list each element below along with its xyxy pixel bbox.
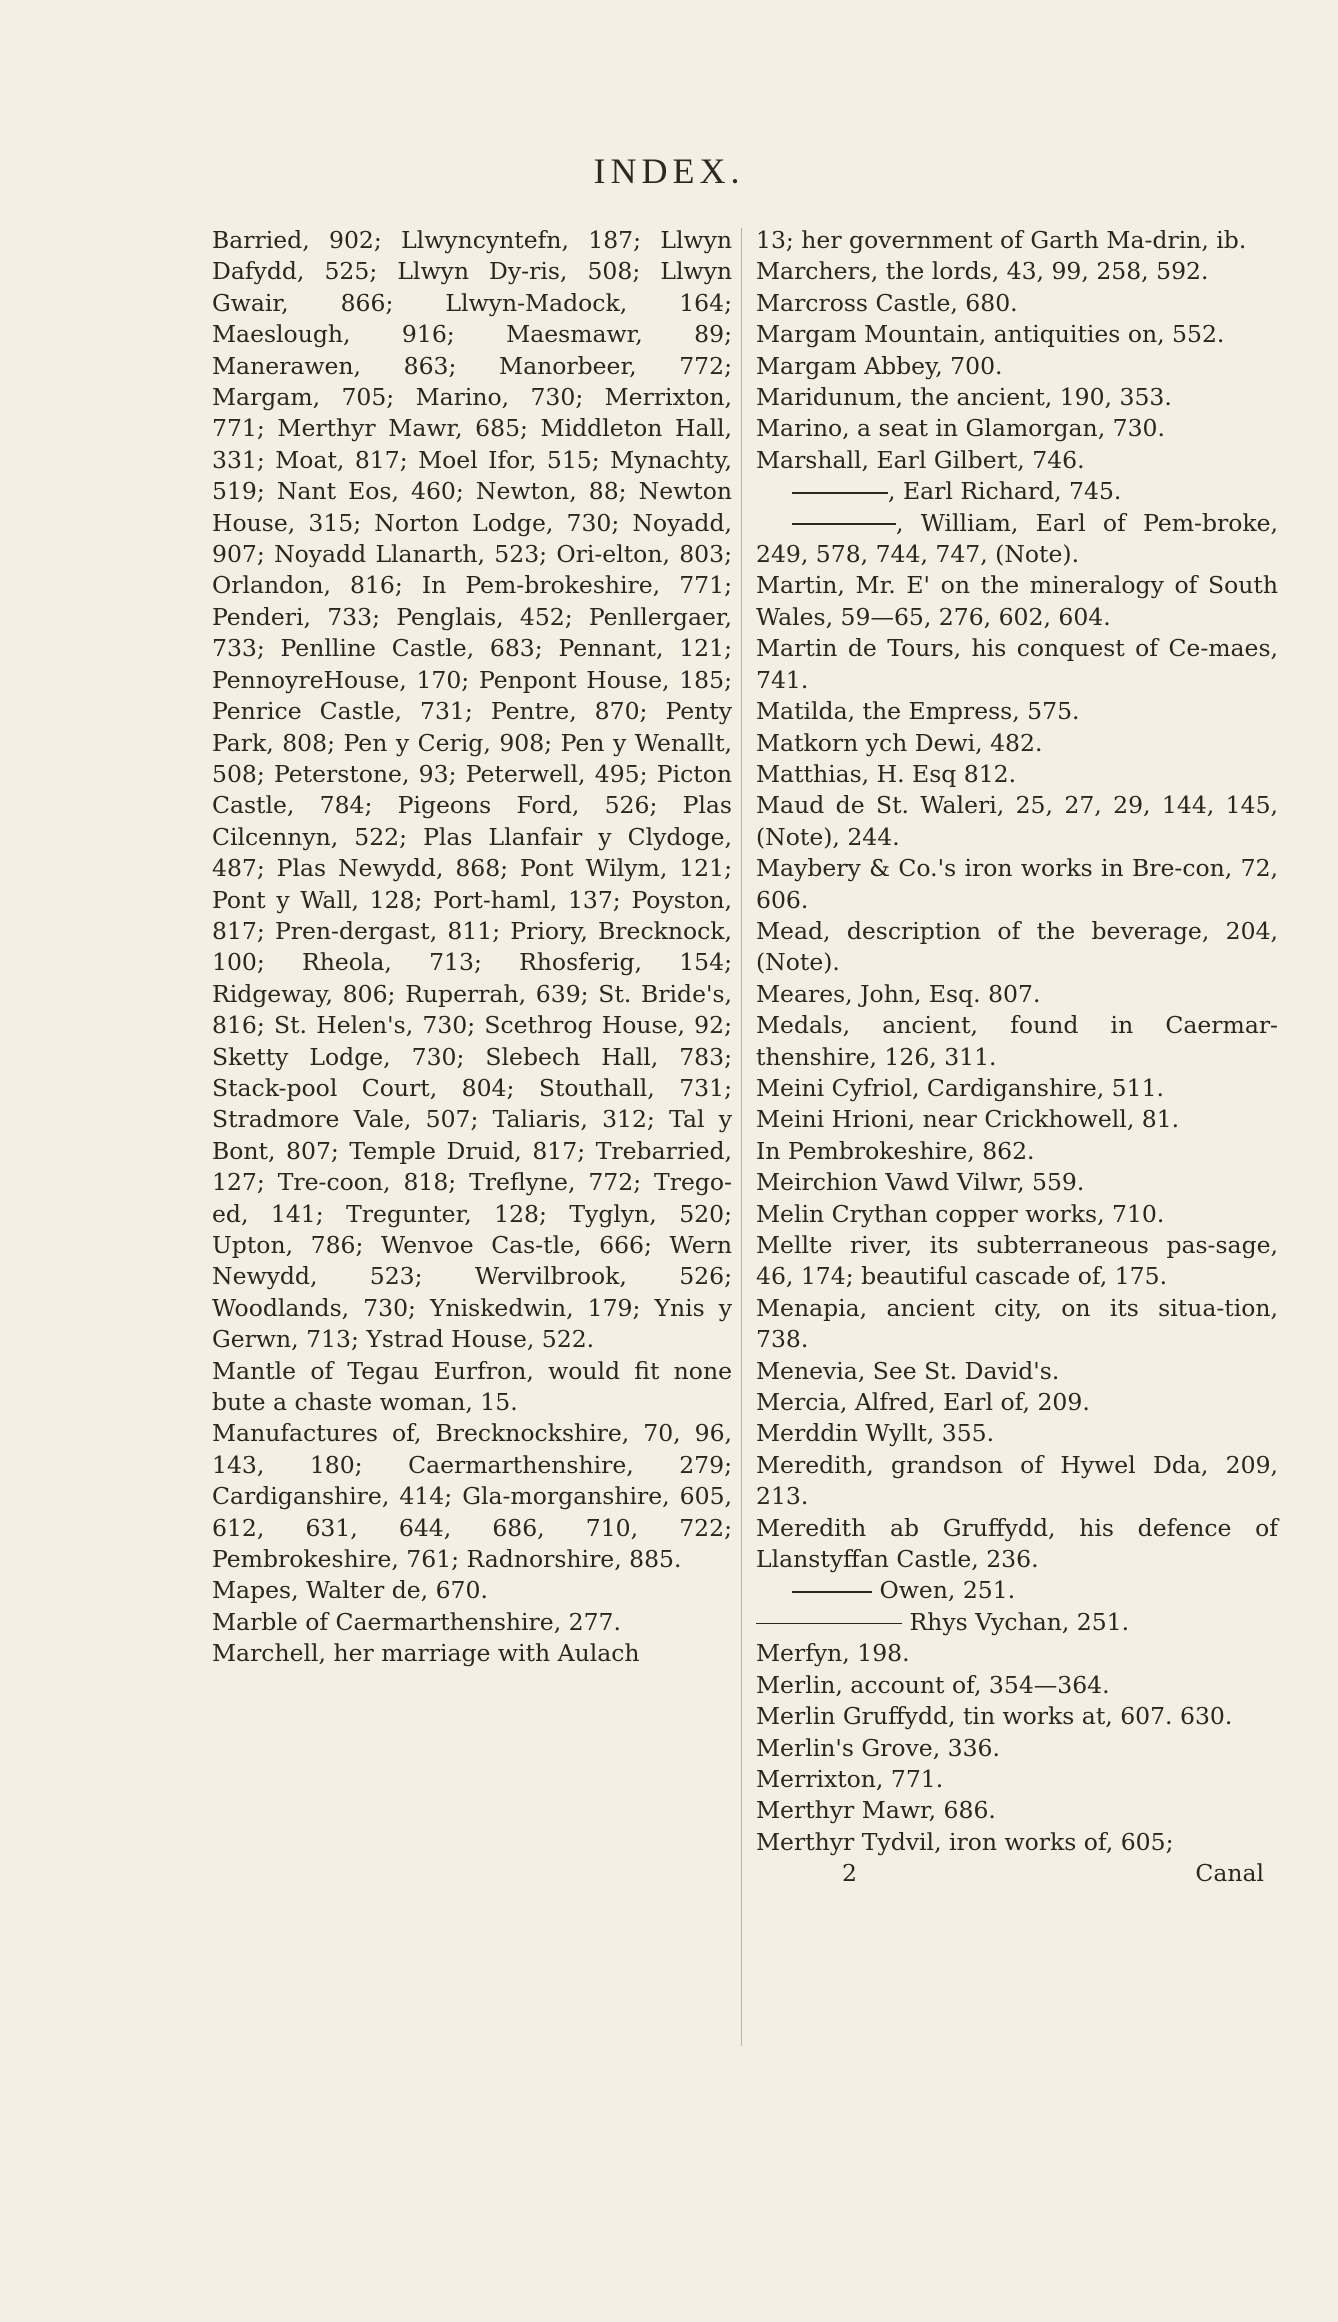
page-title: INDEX. xyxy=(593,151,745,191)
index-entry: Merlin Gruffydd, tin works at, 607. 630. xyxy=(756,1702,1233,1731)
index-entry: Meares, John, Esq. 807. xyxy=(756,979,1041,1008)
index-entry: Melin Crythan copper works, 710. xyxy=(756,1199,1165,1228)
index-subentry-text: Owen, 251. xyxy=(879,1576,1016,1605)
index-subentry-text: , William, Earl of Pem-broke, 249, 578, 744, 747, (Note). xyxy=(756,508,1278,569)
index-entry: Menapia, ancient city, on its situa-tion, 738. xyxy=(756,1293,1278,1354)
index-entry: Matilda, the Empress, 575. xyxy=(756,697,1080,726)
index-entry: Meini Hrioni, near Crickhowell, 81. xyxy=(756,1105,1180,1134)
ditto-dash xyxy=(792,492,888,494)
index-entry: Matthias, H. Esq 812. xyxy=(756,759,1017,788)
index-entry: Merthyr Mawr, 686. xyxy=(756,1796,996,1825)
index-subentry xyxy=(756,508,1278,571)
index-entry: Manufactures of, Brecknockshire, 70, 96, 143, 180; Caermarthenshire, 279; Cardiganshire, 414; Gla-morganshire, 605, 612, 631, 644, 686, 710, 722; Pembrokeshire, 761; Radnorshire, 885. xyxy=(212,1419,732,1574)
index-entry: Menevia, See St. David's. xyxy=(756,1356,1060,1385)
index-entry: Marino, a seat in Glamorgan, 730. xyxy=(756,414,1165,443)
index-entry: Marcross Castle, 680. xyxy=(756,288,1018,317)
index-entry: Marchers, the lords, 43, 99, 258, 592. xyxy=(756,257,1209,286)
index-entry: Maud de St. Waleri, 25, 27, 29, 144, 145, (Note), 244. xyxy=(756,791,1278,851)
index-entry-continuation: 13; her government of Garth Ma-drin, ib. xyxy=(756,226,1247,254)
catchword: Canal xyxy=(1195,1859,1264,1888)
index-entry: Mantle of Tegau Eurfron, would fit none bute a chaste woman, 15. xyxy=(212,1356,732,1417)
index-entry: Merddin Wyllt, 355. xyxy=(756,1419,995,1448)
index-entry: Merlin, account of, 354—364. xyxy=(756,1670,1110,1699)
index-entry: Medals, ancient, found in Caermar-thenshire, 126, 311. xyxy=(756,1011,1278,1071)
index-entry: Mercia, Alfred, Earl of, 209. xyxy=(756,1388,1090,1417)
index-entry: Matkorn ych Dewi, 482. xyxy=(756,728,1043,757)
index-entry: Merthyr Tydvil, iron works of, 605; xyxy=(756,1827,1174,1856)
index-subentry-text: Rhys Vychan, 251. xyxy=(909,1607,1130,1636)
index-entry: Maridunum, the ancient, 190, 353. xyxy=(756,383,1172,412)
index-entry: Margam Abbey, 700. xyxy=(756,351,1003,380)
index-entry: Marchell, her marriage with Aulach xyxy=(212,1639,640,1668)
index-entry: Meredith ab Gruffydd, his defence of Llanstyffan Castle, 236. xyxy=(756,1513,1278,1574)
ditto-dash xyxy=(756,1623,902,1625)
index-entry: Margam Mountain, antiquities on, 552. xyxy=(756,320,1225,349)
signature-mark: 2 xyxy=(842,1859,857,1888)
index-entry: Merlin's Grove, 336. xyxy=(756,1733,1000,1762)
index-entry: Mead, description of the beverage, 204, (Note). xyxy=(756,916,1278,977)
index-entry: In Pembrokeshire, 862. xyxy=(756,1136,1035,1165)
ditto-dash xyxy=(792,1591,872,1593)
index-subentry xyxy=(756,1607,1278,1638)
index-column-left xyxy=(212,225,732,1670)
index-entry: Barried, 902; Llwyncyntefn, 187; Llwyn Dafydd, 525; Llwyn Dy-ris, 508; Llwyn Gwair, 866; Llwyn-Madock, 164; Maeslough, 916; Maesmawr, 89; Manerawen, 863; Manorbeer, 772; Margam, 705; Marino, 730; Merrixton, 771; Merthyr Mawr, 685; Middleton Hall, 331; Moat, 817; Moel Ifor, 515; Mynachty, 519; Nant Eos, 460; Newton, 88; Newton House, 315; Norton Lodge, 730; Noyadd, 907; Noyadd Llanarth, 523; Ori-elton, 803; Orlandon, 816; In Pem-brokeshire, 771; Penderi, 733; Penglais, 452; Penllergaer, 733; Penlline Castle, 683; Pennant, 121; PennoyreHouse, 170; Penpont House, 185; Penrice Castle, 731; Pentre, 870; Penty Park, 808; Pen y Cerig, 908; Pen y Wenallt, 508; Peterstone, 93; Peterwell, 495; Picton Castle, 784; Pigeons Ford, 526; Plas Cilcennyn, 522; Plas Llanfair y Clydoge, 487; Plas Newydd, 868; Pont Wilym, 121; Pont y Wall, 128; Port-haml, 137; Poyston, 817; Pren-dergast, 811; Priory, Brecknock, 100; Rheola, 713; Rhosferig, 154; Ridgeway, 806; Ruperrah, 639; St. Bride's, 816; St. Helen's, 730; Scethrog House, 92; Sketty Lodge, 730; Slebech Hall, 783; Stack-pool Court, 804; Stouthall, 731; Stradmore Vale, 507; Taliaris, 312; Tal y Bont, 807; Temple Druid, 817; Trebarried, 127; Tre-coon, 818; Treflyne, 772; Trego-ed, 141; Tregunter, 128; Tyglyn, 520; Upton, 786; Wenvoe Cas-tle, 666; Wern Newydd, 523; Wervilbrook, 526; Woodlands, 730; Yniskedwin, 179; Ynis y Gerwn, 713; Ystrad House, 522. xyxy=(212,226,732,1354)
index-entry: Meirchion Vawd Vilwr, 559. xyxy=(756,1168,1085,1197)
ditto-dash xyxy=(792,523,896,525)
index-entry: Merrixton, 771. xyxy=(756,1764,944,1793)
index-entry: Marble of Caermarthenshire, 277. xyxy=(212,1607,621,1636)
index-entry: Marshall, Earl Gilbert, 746. xyxy=(756,445,1085,474)
index-entry: Mapes, Walter de, 670. xyxy=(212,1576,488,1605)
index-entry: Martin, Mr. E' on the mineralogy of South Wales, 59—65, 276, 602, 604. xyxy=(756,571,1278,631)
index-entry: Meredith, grandson of Hywel Dda, 209, 213. xyxy=(756,1450,1278,1511)
index-column-right xyxy=(756,225,1278,1890)
column-divider xyxy=(741,228,742,2046)
index-entry: Martin de Tours, his conquest of Ce-maes, 741. xyxy=(756,634,1278,694)
index-entry: Mellte river, its subterraneous pas-sage, 46, 174; beautiful cascade of, 175. xyxy=(756,1231,1278,1291)
index-entry: Merfyn, 198. xyxy=(756,1639,910,1668)
index-entry: Maybery & Co.'s iron works in Bre-con, 72, 606. xyxy=(756,854,1278,914)
page-footer xyxy=(756,1858,1278,1889)
index-entry: Meini Cyfriol, Cardiganshire, 511. xyxy=(756,1073,1165,1102)
index-subentry xyxy=(756,476,1278,507)
index-subentry-text: , Earl Richard, 745. xyxy=(888,477,1122,506)
index-subentry xyxy=(756,1575,1278,1606)
